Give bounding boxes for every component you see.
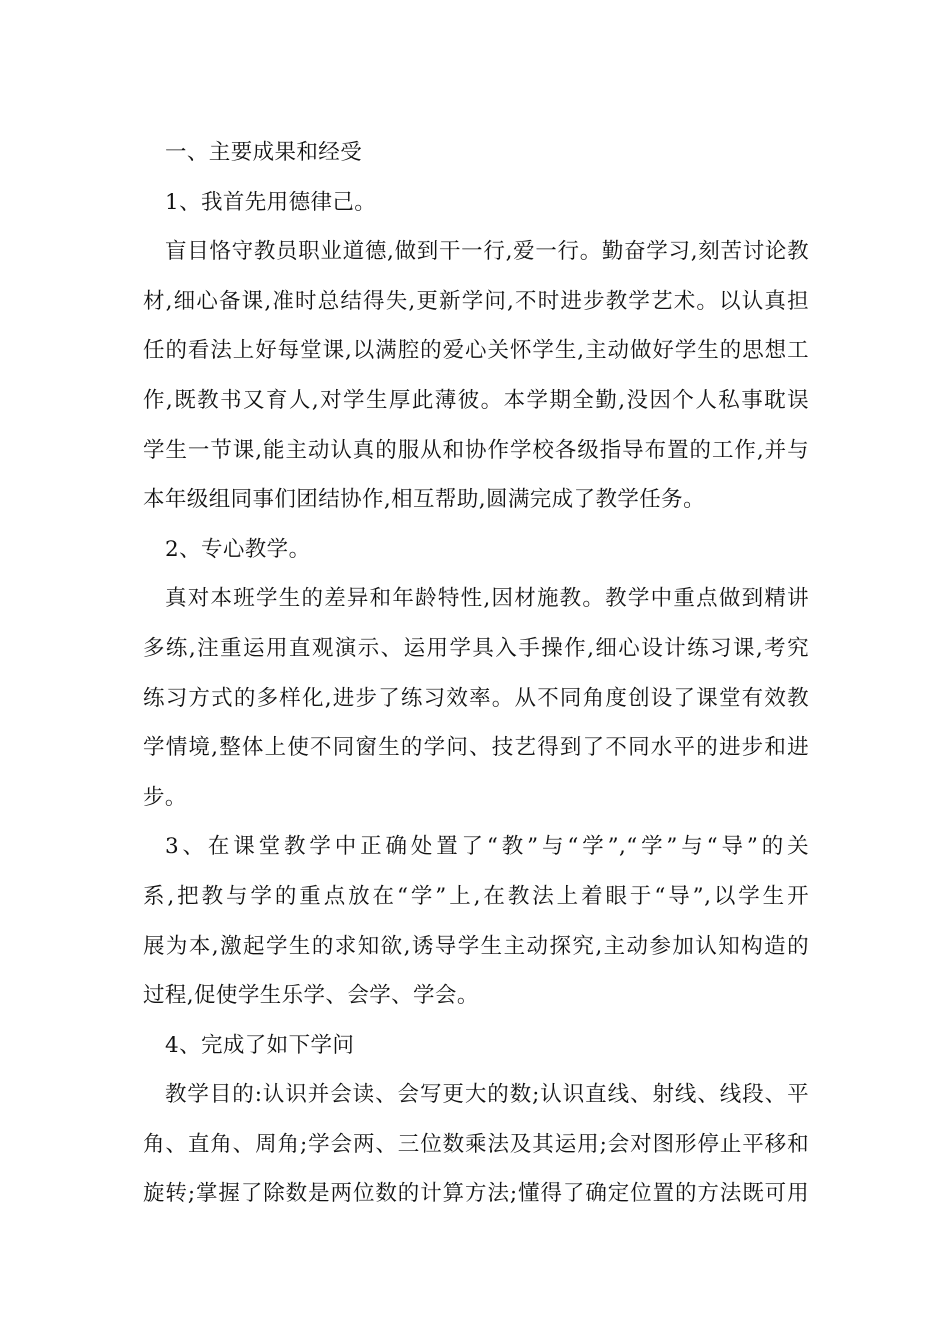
document-heading — [143, 128, 809, 178]
section-1-line-4: 作,既教书又育人,对学生厚此薄彼。本学期全勤,没因个人私事耽误 — [143, 387, 809, 413]
section-4-title: 4、完成了如下学问 — [165, 1032, 355, 1058]
section-2-title: 2、专心教学。 — [165, 536, 311, 562]
section-4-line-1: 教学目的:认识并会读、会写更大的数;认识直线、射线、线段、平 — [165, 1082, 809, 1108]
section-4-line-2: 角、直角、周角;学会两、三位数乘法及其运用;会对图形停止平移和 — [143, 1131, 809, 1157]
section-3-line-3: 展为本,激起学生的求知欲,诱导学生主动探究,主动参加认知构造的 — [143, 933, 809, 959]
section-1 — [143, 178, 809, 525]
section-3-line-2: 系,把教与学的重点放在“学”上,在教法上着眼于“导”,以学生开 — [143, 883, 809, 909]
section-1-line-5: 学生一节课,能主动认真的服从和协作学校各级指导布置的工作,并与 — [143, 437, 809, 463]
section-2-line-5: 步。 — [143, 784, 187, 810]
section-1-line-3: 任的看法上好每堂课,以满腔的爱心关怀学生,主动做好学生的思想工 — [143, 338, 809, 364]
section-1-line-1: 盲目恪守教员职业道德,做到干一行,爱一行。勤奋学习,刻苦讨论教 — [165, 239, 809, 265]
section-1-title: 1、我首先用德律己。 — [165, 189, 377, 215]
section-2-line-2: 多练,注重运用直观演示、运用学具入手操作,细心设计练习课,考究 — [143, 635, 809, 661]
section-4 — [143, 1021, 809, 1219]
section-3-line-1: 3、在课堂教学中正确处置了“教”与“学”,“学”与“导”的关 — [165, 834, 809, 860]
section-1-line-6: 本年级组同事们团结协作,相互帮助,圆满完成了教学任务。 — [143, 487, 705, 513]
document-page — [143, 128, 809, 1219]
section-2-line-1: 真对本班学生的差异和年龄特性,因材施教。教学中重点做到精讲 — [165, 586, 809, 612]
section-4-line-3: 旋转;掌握了除数是两位数的计算方法;懂得了确定位置的方法既可用 — [143, 1181, 809, 1207]
section-2-line-3: 练习方式的多样化,进步了练习效率。从不同角度创设了课堂有效教 — [143, 685, 809, 711]
section-2 — [143, 525, 809, 823]
section-3-line-4: 过程,促使学生乐学、会学、学会。 — [143, 983, 479, 1009]
section-2-line-4: 学情境,整体上使不同窗生的学问、技艺得到了不同水平的进步和进 — [143, 735, 809, 761]
section-3 — [143, 822, 809, 1020]
heading-text: 一、主要成果和经受 — [165, 140, 363, 165]
section-1-line-2: 材,细心备课,准时总结得失,更新学问,不时进步教学艺术。以认真担 — [143, 288, 809, 314]
